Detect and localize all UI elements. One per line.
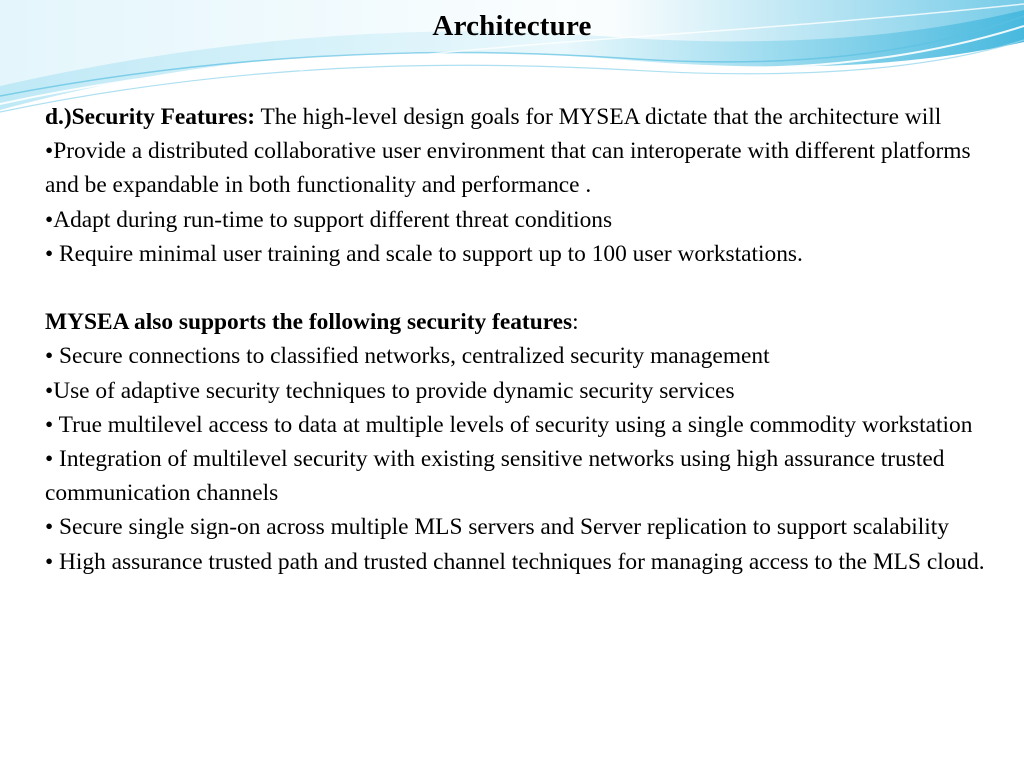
section-2-heading: MYSEA also supports the following security features [45,309,573,336]
section-2-bullet: • True multilevel access to data at multiple levels of security using a single commodity workstation [45,411,973,438]
section-2-bullet: •Use of adaptive security techniques to provide dynamic security services [45,377,735,404]
section-1-heading: d.)Security Features: [45,104,256,130]
section-1-intro-text: The high-level design goals for MYSEA dictate that the architecture will [255,104,942,130]
section-1-intro [45,100,995,134]
paragraph-gap [45,271,995,305]
section-2-colon: : [572,309,579,336]
section-2-intro [45,305,995,339]
section-2-bullet: • Secure single sign-on across multiple MLS servers and Server replication to support scalability [45,514,949,541]
section-2-bullet: • High assurance trusted path and trusted channel techniques for managing access to the MLS cloud. [45,548,985,575]
section-1-bullet: •Provide a distributed collaborative user environment that can interoperate with different platforms and be expandable in both functionality and performance . [45,138,971,199]
slide-body [45,100,995,579]
section-2-bullet: • Secure connections to classified networks, centralized security management [45,343,770,370]
section-1-bullet: •Adapt during run-time to support different threat conditions [45,206,613,233]
slide-title: Architecture [432,10,592,42]
section-2-bullet: • Integration of multilevel security with existing sensitive networks using high assurance trusted communication channels [45,446,945,507]
section-1-bullet: • Require minimal user training and scale to support up to 100 user workstations. [45,240,803,267]
